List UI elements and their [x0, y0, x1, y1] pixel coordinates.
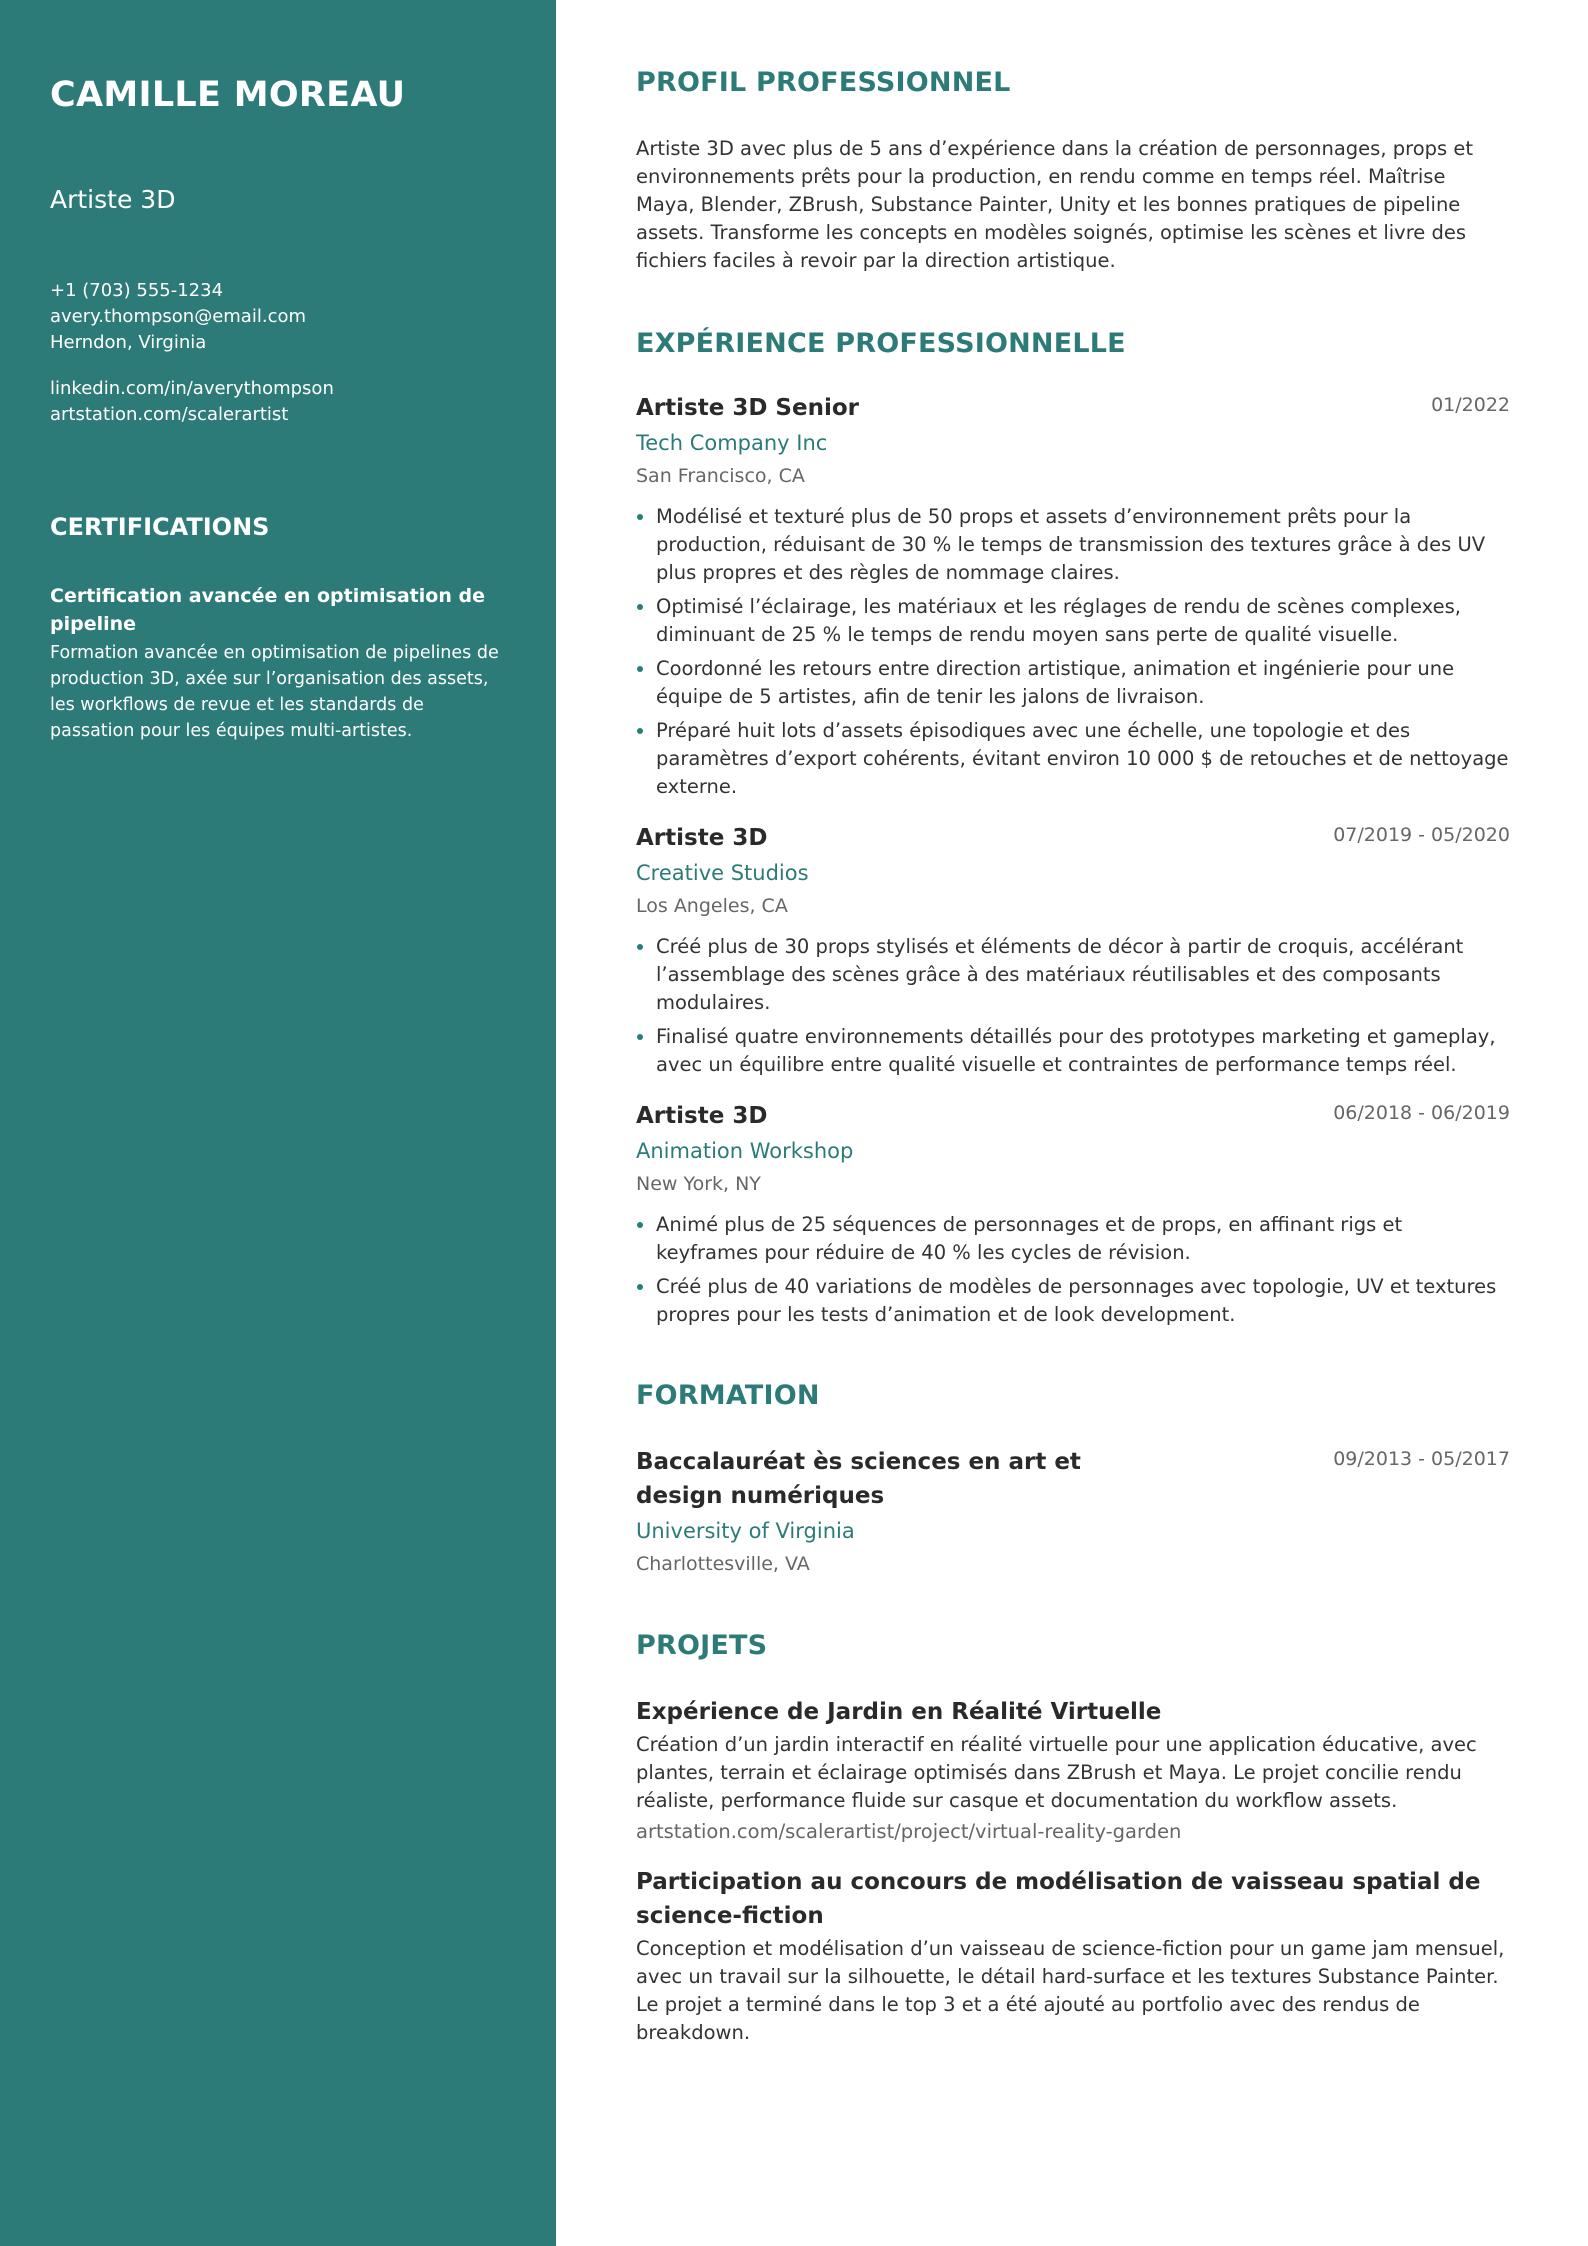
contact-email: avery.thompson@email.com [50, 306, 307, 327]
job-company: Animation Workshop [636, 1139, 854, 1163]
job-bullets [636, 933, 1510, 1079]
project-title: Expérience de Jardin en Réalité Virtuelle [636, 1699, 1162, 1725]
project-title: Participation au concours de modélisation de vaisseau spatial de science-fiction [636, 1869, 1481, 1929]
job-bullet: Créé plus de 40 variations de modèles de personnages avec topologie, UV et textures propres pour les tests d’animation et de look development. [636, 1273, 1510, 1329]
job-location: Los Angeles, CA [636, 895, 788, 917]
project-link[interactable]: artstation.com/scalerartist/project/virtual-reality-garden [636, 1820, 1182, 1843]
contact-info [50, 278, 506, 356]
linkedin-link[interactable]: linkedin.com/in/averythompson [50, 378, 334, 399]
job-bullet: Créé plus de 30 props stylisés et éléments de décor à partir de croquis, accélérant l’assemblage des scènes grâce à des matériaux réutilisables et des composants modulaires. [636, 933, 1510, 1017]
sidebar [0, 0, 556, 2246]
certification-description: Formation avancée en optimisation de pipelines de production 3D, axée sur l’organisation des assets, les workflows de revue et les standards de passation pour les équipes multi-artistes. [50, 643, 499, 741]
experience-heading: EXPÉRIENCE PROFESSIONNELLE [636, 328, 1126, 359]
project-entry [636, 1865, 1510, 2047]
certification-title: Certification avancée en optimisation de pipeline [50, 585, 485, 635]
education-entry [636, 1445, 1510, 1579]
profile-heading: PROFIL PROFESSIONNEL [636, 67, 1011, 98]
experience-section [636, 325, 1510, 1329]
profile-section [636, 64, 1510, 275]
school-location: Charlottesville, VA [636, 1553, 810, 1575]
job-company: Creative Studios [636, 861, 809, 885]
project-entry [636, 1695, 1510, 1847]
education-date: 09/2013 - 05/2017 [1333, 1448, 1510, 1470]
job-date: 01/2022 [1431, 394, 1510, 416]
job-bullet: Modélisé et texturé plus de 50 props et assets d’environnement prêts pour la production, réduisant de 30 % le temps de transmission des textures grâce à des UV plus propres et des règles de nommage claires. [636, 503, 1510, 587]
certification-item [50, 582, 506, 744]
projects-section [636, 1627, 1510, 2047]
degree-title: Baccalauréat ès sciences en art et design numériques [636, 1449, 1081, 1509]
contact-location: Herndon, Virginia [50, 332, 207, 353]
job-bullet: Finalisé quatre environnements détaillés pour des prototypes marketing et gameplay, avec un équilibre entre qualité visuelle et contraintes de performance temps réel. [636, 1023, 1510, 1079]
project-description: Conception et modélisation d’un vaisseau de science-fiction pour un game jam mensuel, avec un travail sur la silhouette, le détail hard-surface et les textures Substance Painter. Le projet a terminé dans le top 3 et a été ajouté au portfolio avec des rendus de breakdown. [636, 1937, 1505, 2044]
job-title: Artiste 3D Senior [636, 395, 859, 421]
artstation-link[interactable]: artstation.com/scalerartist [50, 404, 289, 425]
candidate-headline: Artiste 3D [50, 185, 176, 214]
projects-heading: PROJETS [636, 1630, 768, 1661]
experience-entry [636, 391, 1510, 801]
job-date: 07/2019 - 05/2020 [1333, 824, 1510, 846]
education-heading: FORMATION [636, 1380, 820, 1411]
certifications-heading: CERTIFICATIONS [50, 513, 270, 541]
project-description: Création d’un jardin interactif en réalité virtuelle pour une application éducative, avec plantes, terrain et éclairage optimisés dans ZBrush et Maya. Le projet concilie rendu réaliste, performance fluide sur casque et documentation du workflow assets. [636, 1733, 1477, 1812]
job-location: New York, NY [636, 1173, 761, 1195]
job-date: 06/2018 - 06/2019 [1333, 1102, 1510, 1124]
profile-links [50, 376, 506, 428]
experience-entry [636, 1099, 1510, 1329]
job-title: Artiste 3D [636, 1103, 768, 1129]
education-section [636, 1377, 1510, 1579]
main-content [556, 0, 1588, 2246]
job-bullets [636, 503, 1510, 801]
job-company: Tech Company Inc [636, 431, 828, 455]
school-name: University of Virginia [636, 1519, 855, 1543]
job-title: Artiste 3D [636, 825, 768, 851]
job-bullet: Préparé huit lots d’assets épisodiques avec une échelle, une topologie et des paramètres d’export cohérents, évitant environ 10 000 $ de retouches et de nettoyage externe. [636, 717, 1510, 801]
candidate-name: CAMILLE MOREAU [50, 75, 406, 115]
job-bullet: Optimisé l’éclairage, les matériaux et les réglages de rendu de scènes complexes, diminuant de 25 % le temps de rendu moyen sans perte de qualité visuelle. [636, 593, 1510, 649]
job-bullets [636, 1211, 1510, 1329]
profile-summary: Artiste 3D avec plus de 5 ans d’expérience dans la création de personnages, props et environnements prêts pour la production, en rendu comme en temps réel. Maîtrise Maya, Blender, ZBrush, Substance Painter, Unity et les bonnes pratiques de pipeline assets. Transforme les concepts en modèles soignés, optimise les scènes et livre des fichiers faciles à revoir par la direction artistique. [636, 137, 1474, 272]
job-bullet: Animé plus de 25 séquences de personnages et de props, en affinant rigs et keyframes pour réduire de 40 % les cycles de révision. [636, 1211, 1510, 1267]
job-location: San Francisco, CA [636, 465, 805, 487]
contact-phone: +1 (703) 555-1234 [50, 280, 224, 301]
experience-entry [636, 821, 1510, 1079]
job-bullet: Coordonné les retours entre direction artistique, animation et ingénierie pour une équipe de 5 artistes, afin de tenir les jalons de livraison. [636, 655, 1510, 711]
